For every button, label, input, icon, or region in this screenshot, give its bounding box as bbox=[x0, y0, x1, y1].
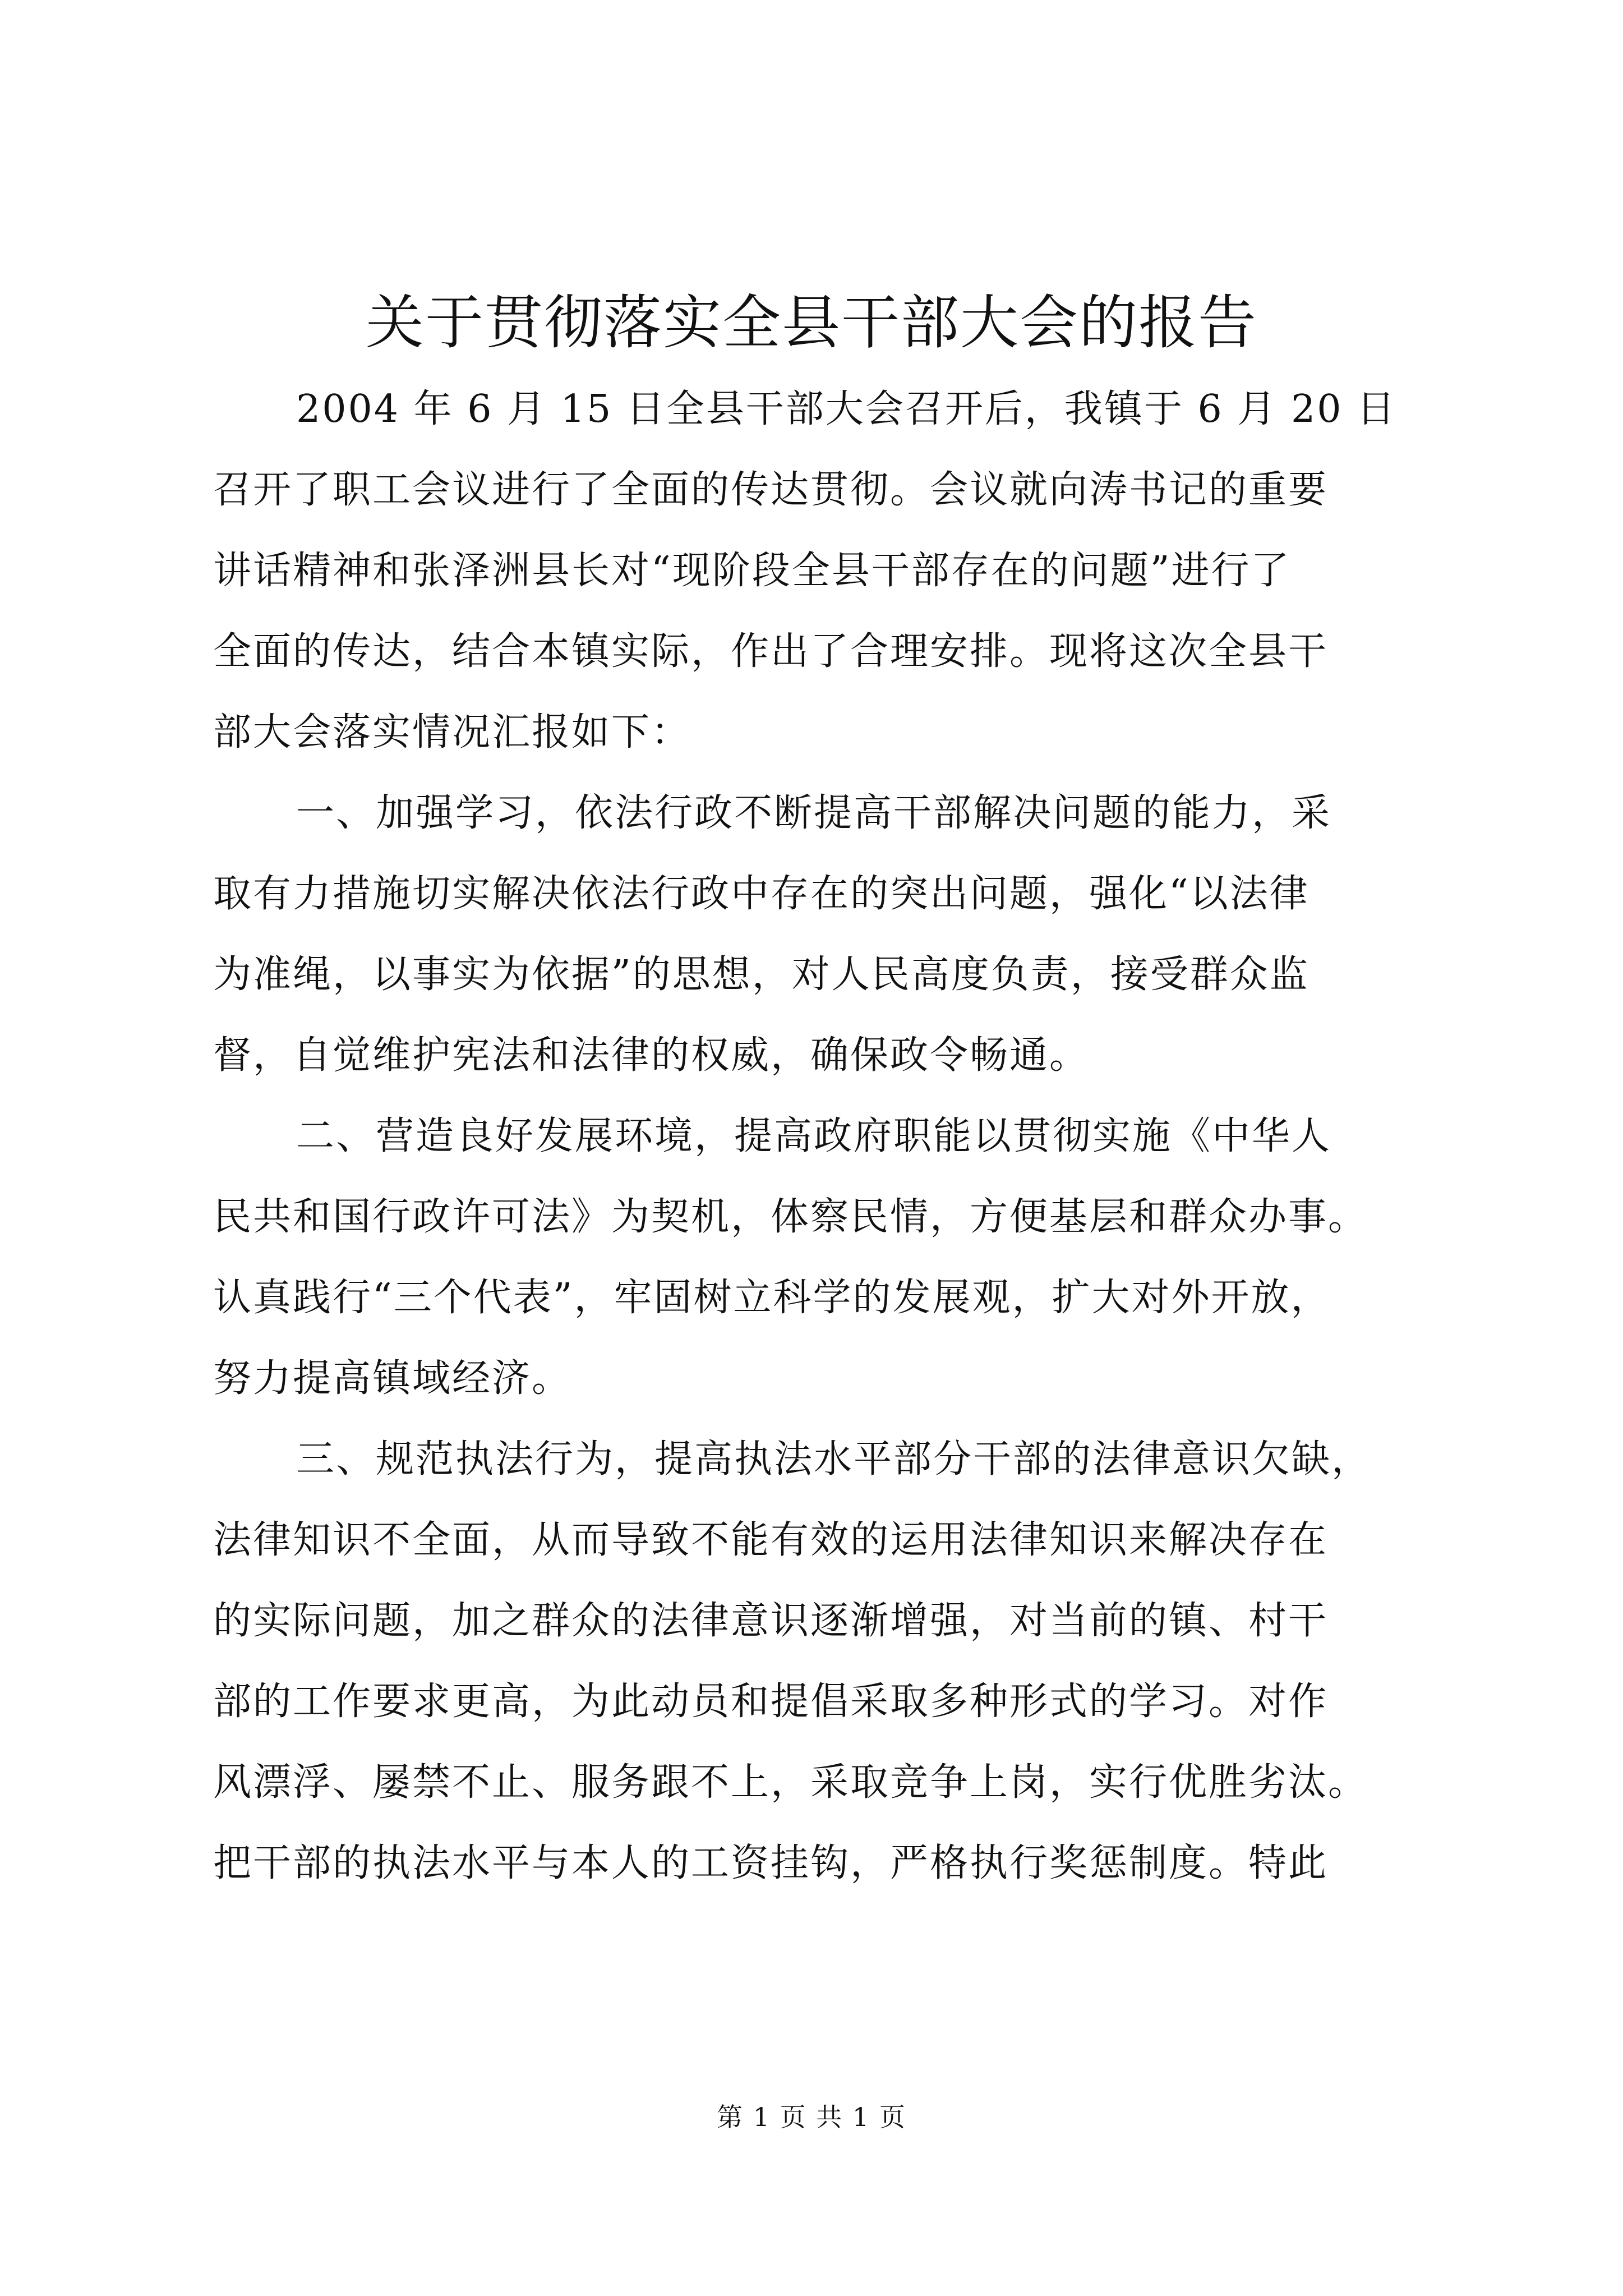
text-line: 法律知识不全面，从而导致不能有效的运用法律知识来解决存在 bbox=[213, 1518, 1329, 1562]
text-line: 部的工作要求更高，为此动员和提倡采取多种形式的学习。对作 bbox=[213, 1680, 1329, 1724]
paragraph-intro bbox=[213, 369, 1410, 773]
text-line: 2004 年 6 月 15 日全县干部大会召开后，我镇于 6 月 20 日 bbox=[296, 387, 1397, 431]
text-line: 部大会落实情况汇报如下： bbox=[213, 710, 691, 754]
text-line: 的实际问题，加之群众的法律意识逐渐增强，对当前的镇、村干 bbox=[213, 1599, 1329, 1643]
text-line: 一、加强学习，依法行政不断提高干部解决问题的能力，采 bbox=[296, 791, 1332, 835]
page-number-footer: 第 1 页 共 1 页 bbox=[717, 2102, 906, 2132]
text-line: 取有力措施切实解决依法行政中存在的突出问题，强化“以法律 bbox=[213, 872, 1310, 916]
text-line: 民共和国行政许可法》为契机，体察民情，方便基层和群众办事。 bbox=[213, 1195, 1368, 1239]
document-title: 关于贯彻落实全县干部大会的报告 bbox=[365, 288, 1257, 357]
text-line: 认真践行“三个代表”，牢固树立科学的发展观，扩大对外开放， bbox=[213, 1276, 1331, 1320]
text-line: 风漂浮、屡禁不止、服务跟不上，采取竞争上岗，实行优胜劣汰。 bbox=[213, 1760, 1368, 1805]
paragraph-section-1 bbox=[213, 773, 1410, 1096]
text-line: 把干部的执法水平与本人的工资挂钩，严格执行奖惩制度。特此 bbox=[213, 1841, 1329, 1885]
text-line: 督，自觉维护宪法和法律的权威，确保政令畅通。 bbox=[213, 1033, 1090, 1078]
text-line: 讲话精神和张泽洲县长对“现阶段全县干部存在的问题”进行了 bbox=[213, 549, 1291, 593]
document-body bbox=[213, 369, 1410, 1904]
text-line: 努力提高镇域经济。 bbox=[213, 1356, 572, 1401]
text-line: 全面的传达，结合本镇实际，作出了合理安排。现将这次全县干 bbox=[213, 629, 1329, 674]
text-line: 为准绳，以事实为依据”的思想，对人民高度负责，接受群众监 bbox=[213, 953, 1310, 997]
paragraph-section-3 bbox=[213, 1419, 1410, 1904]
text-line: 三、规范执法行为，提高执法水平部分干部的法律意识欠缺， bbox=[296, 1437, 1372, 1481]
text-line: 召开了职工会议进行了全面的传达贯彻。会议就向涛书记的重要 bbox=[213, 468, 1329, 512]
text-line: 二、营造良好发展环境，提高政府职能以贯彻实施《中华人 bbox=[296, 1114, 1332, 1158]
paragraph-section-2 bbox=[213, 1096, 1410, 1419]
